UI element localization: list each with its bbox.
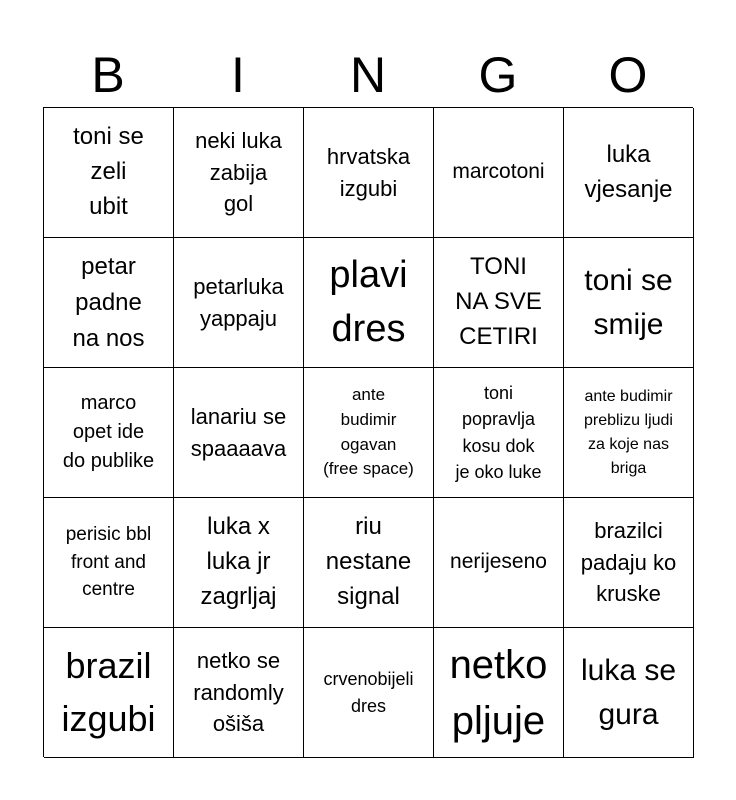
cell-text: neki luka zabija gol bbox=[195, 127, 282, 217]
cell-text: perisic bbl front and centre bbox=[65, 524, 152, 601]
bingo-cell-r4-c5[interactable] bbox=[564, 498, 694, 628]
bingo-cell-r5-c1[interactable] bbox=[44, 628, 174, 758]
cell-text: ante budimir preblizu ljudi za koje nas briga bbox=[584, 387, 673, 477]
bingo-cell-r3-c2[interactable] bbox=[174, 368, 304, 498]
cell-text: brazilci padaju ko kruske bbox=[580, 517, 677, 607]
bingo-cell-r2-c2[interactable] bbox=[174, 238, 304, 368]
cell-text: nerijeseno bbox=[450, 550, 547, 574]
bingo-cell-r4-c3[interactable] bbox=[304, 498, 434, 628]
cell-text: luka vjesanje bbox=[584, 140, 673, 203]
bingo-cell-r1-c4[interactable] bbox=[434, 108, 564, 238]
bingo-cell-r3-c3[interactable] bbox=[304, 368, 434, 498]
bingo-cell-r1-c5[interactable] bbox=[564, 108, 694, 238]
bingo-cell-r2-c1[interactable] bbox=[44, 238, 174, 368]
cell-text: petarluka yappaju bbox=[193, 273, 284, 331]
bingo-cell-r2-c3[interactable] bbox=[304, 238, 434, 368]
cell-text: marco opet ide do publike bbox=[62, 392, 155, 472]
cell-text: petar padne na nos bbox=[72, 252, 145, 352]
header-letter-n: N bbox=[349, 47, 387, 103]
header-letter-b: B bbox=[91, 47, 125, 103]
bingo-cell-r1-c2[interactable] bbox=[174, 108, 304, 238]
bingo-cell-r4-c4[interactable] bbox=[434, 498, 564, 628]
cell-text: ante budimir ogavan (free space) bbox=[323, 385, 414, 479]
bingo-cell-r5-c3[interactable] bbox=[304, 628, 434, 758]
header-letter-o: O bbox=[608, 47, 648, 103]
bingo-cell-r4-c1[interactable] bbox=[44, 498, 174, 628]
bingo-cell-r3-c4[interactable] bbox=[434, 368, 564, 498]
header-letter-i: I bbox=[231, 47, 245, 103]
cell-text: plavi dres bbox=[329, 254, 408, 350]
bingo-cell-r4-c2[interactable] bbox=[174, 498, 304, 628]
cell-text: toni se smije bbox=[584, 264, 673, 341]
cell-text: lanariu se spaaaava bbox=[190, 403, 287, 461]
cell-text: netko se randomly ošiša bbox=[193, 647, 284, 737]
bingo-cell-r3-c5[interactable] bbox=[564, 368, 694, 498]
cell-text: hrvatska izgubi bbox=[326, 143, 411, 201]
cell-text: toni popravlja kosu dok je oko luke bbox=[455, 383, 542, 482]
bingo-cell-r1-c3[interactable] bbox=[304, 108, 434, 238]
bingo-cell-r2-c4[interactable] bbox=[434, 238, 564, 368]
cell-text: luka x luka jr zagrljaj bbox=[200, 513, 277, 610]
cell-text: toni se zeli ubit bbox=[73, 123, 144, 220]
bingo-cell-r5-c4[interactable] bbox=[434, 628, 564, 758]
header-letter-g: G bbox=[478, 47, 518, 103]
cell-text: crvenobijeli dres bbox=[323, 669, 414, 716]
bingo-cell-r2-c5[interactable] bbox=[564, 238, 694, 368]
cell-text: marcotoni bbox=[452, 160, 545, 184]
bingo-cell-r5-c2[interactable] bbox=[174, 628, 304, 758]
cell-text: netko pljuje bbox=[449, 642, 548, 743]
cell-text: riu nestane signal bbox=[325, 513, 412, 610]
cell-text: TONI NA SVE CETIRI bbox=[455, 253, 542, 350]
bingo-cell-r5-c5[interactable] bbox=[564, 628, 694, 758]
bingo-cell-r1-c1[interactable] bbox=[44, 108, 174, 238]
bingo-cell-r3-c1[interactable] bbox=[44, 368, 174, 498]
cell-text: brazil izgubi bbox=[61, 645, 156, 739]
cell-text: luka se gura bbox=[580, 654, 677, 731]
bingo-grid bbox=[43, 107, 693, 757]
bingo-header bbox=[43, 42, 693, 108]
